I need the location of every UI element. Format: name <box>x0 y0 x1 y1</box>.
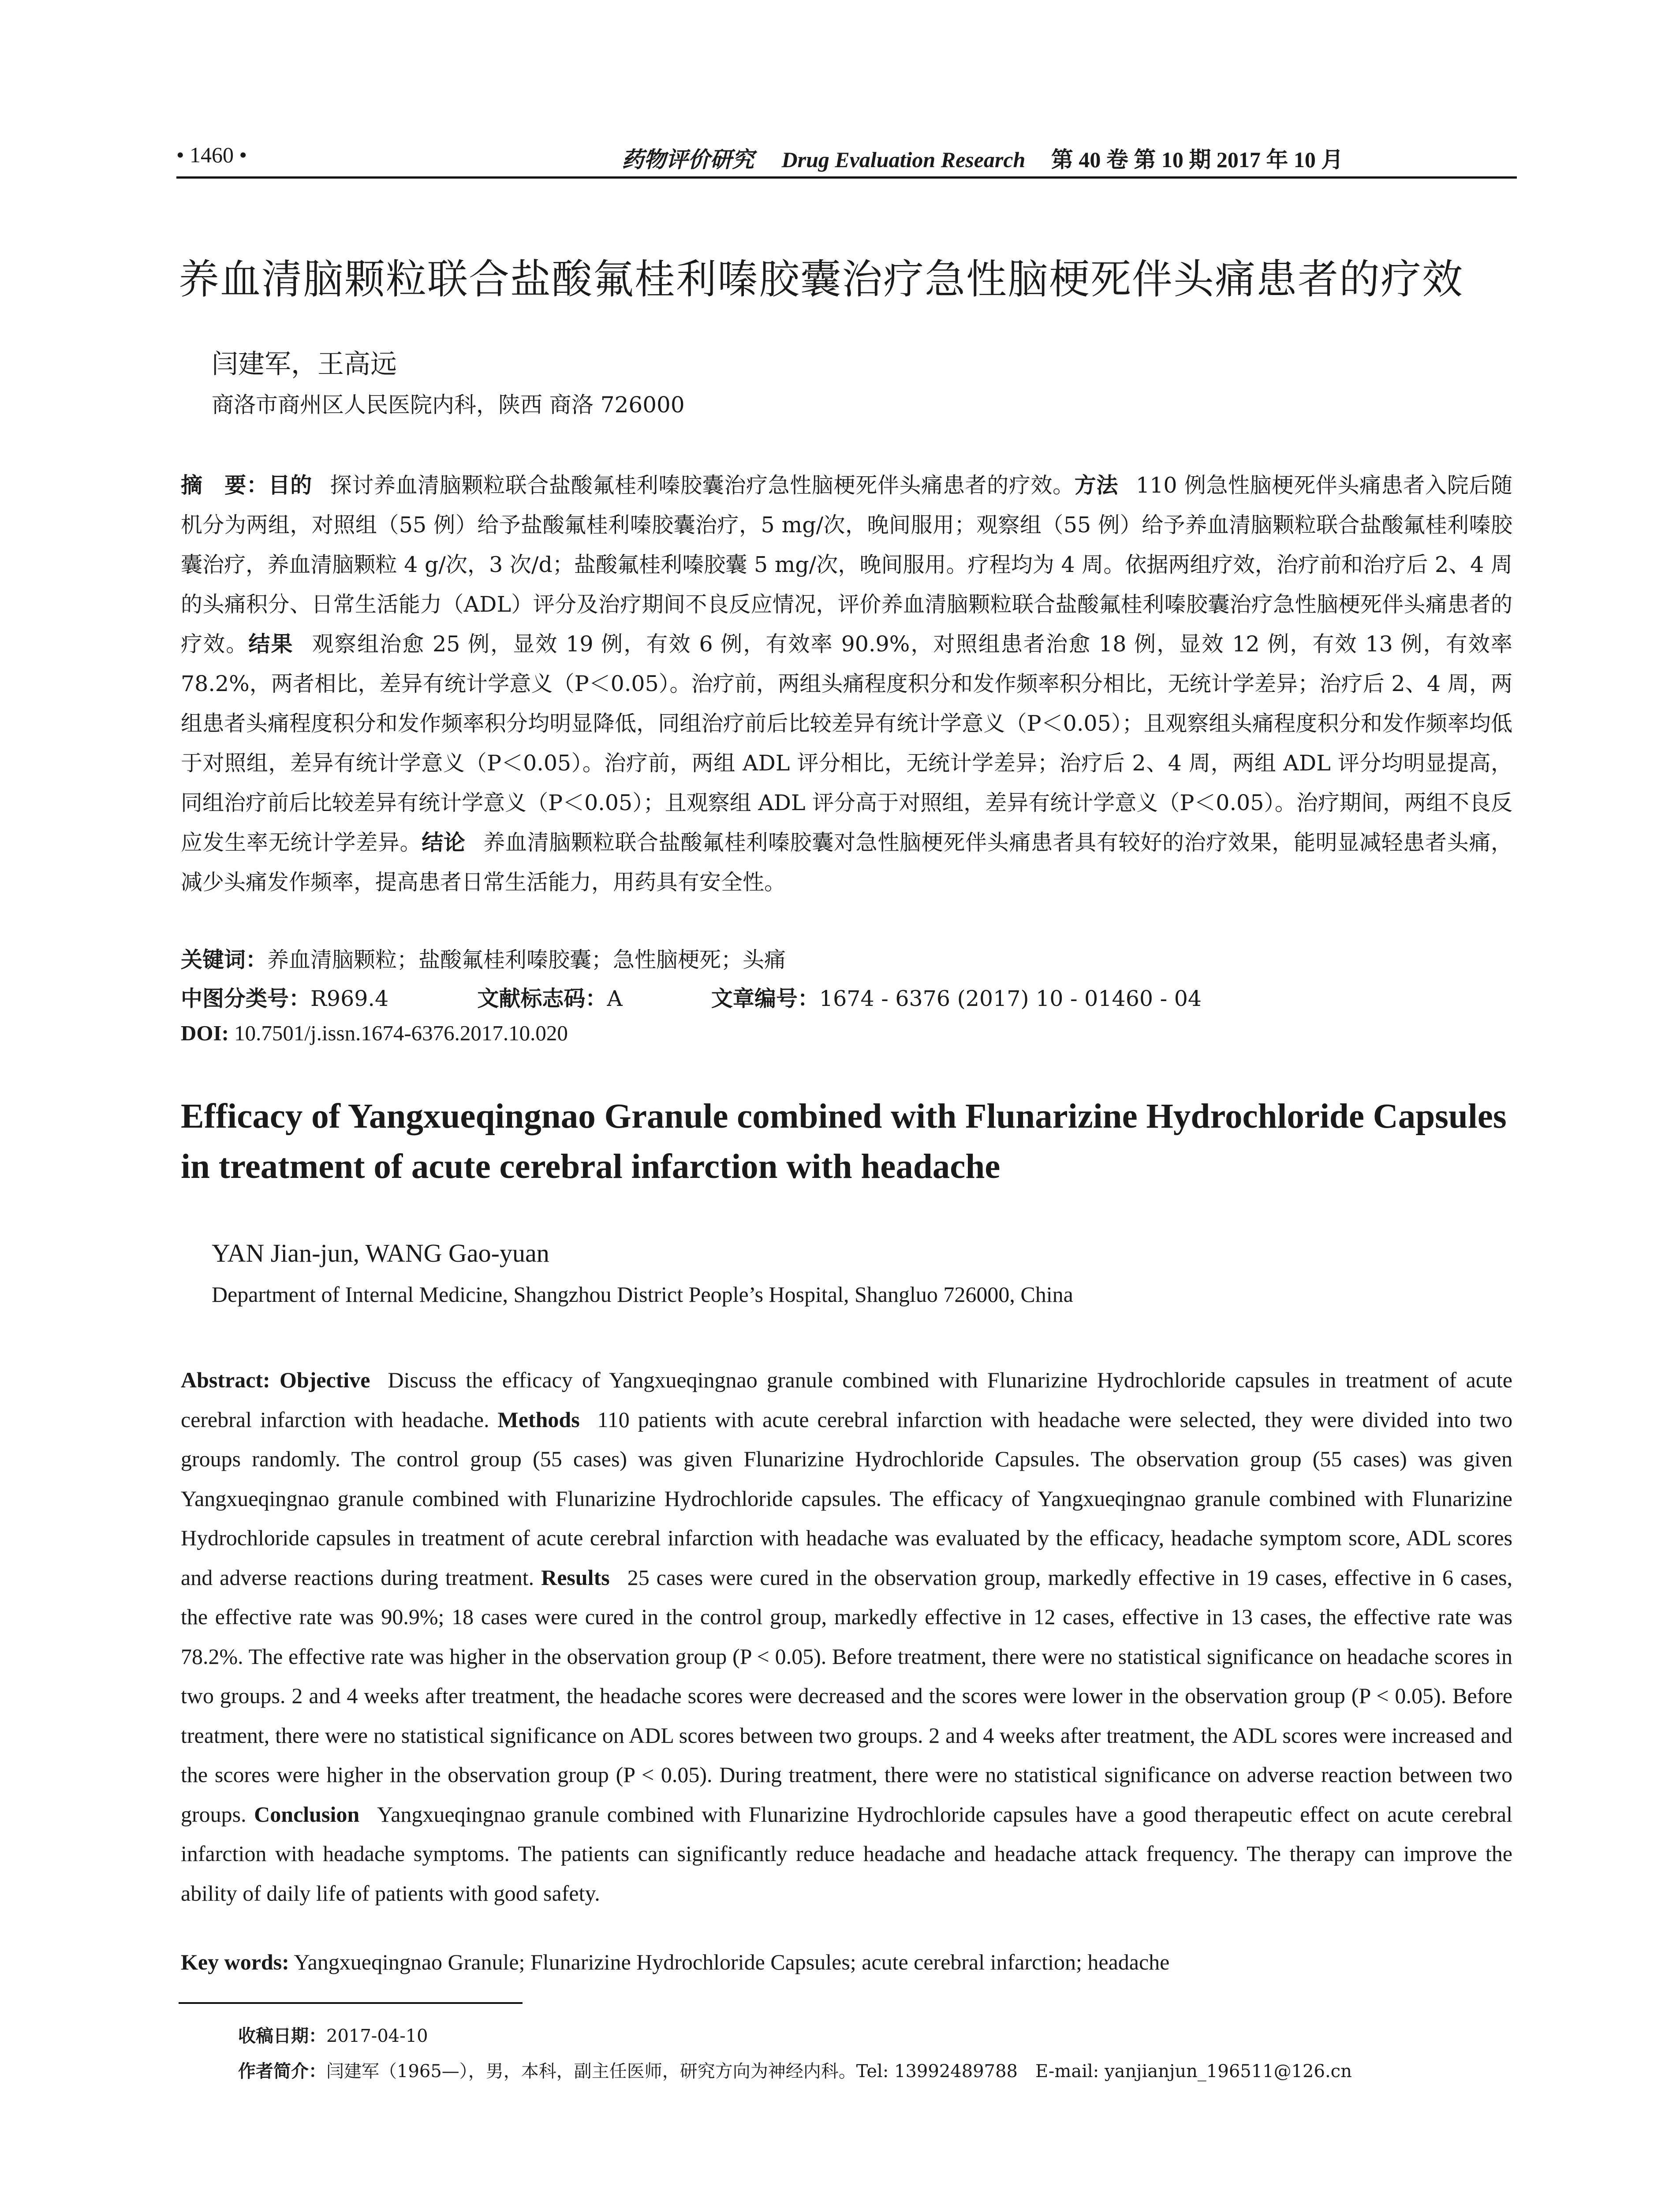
methods-label-cn: 方法 <box>1074 473 1119 498</box>
doc-code-label: 文献标志码： <box>477 986 607 1011</box>
keywords-en <box>181 1949 1169 1975</box>
footnote-rule <box>179 2002 523 2004</box>
results-text-en: 25 cases were cured in the observation group, markedly effective in 19 cases, effective in 6 cases, the effective rate was 90.9%; 18 cases were cured in the control group, markedly effective in 12 cases, effective in 13 cases, the effective rate was 78.2%. The effective rate was higher in the observation group (P < 0.05). Before treatment, there were no statistical significance on headache scores in two groups. 2 and 4 weeks after treatment, the headache scores were decreased and the scores were lower in the observation group (P < 0.05). Before treatment, there were no statistical significance on ADL scores between two groups. 2 and 4 weeks after treatment, the ADL scores were increased and the scores were higher in the observation group (P < 0.05). During treatment, there were no statistical significance on adverse reaction between two groups. <box>181 1565 1512 1827</box>
doi-value: 10.7501/j.issn.1674-6376.2017.10.020 <box>234 1021 568 1045</box>
doc-code-value: A <box>607 986 623 1011</box>
bio-text: 闫建军（1965—），男，本科，副主任医师，研究方向为神经内科。Tel: 13992489788 E-mail: yanjianjun_196511@126.cn <box>326 2061 1352 2082</box>
author-bio <box>238 2057 1352 2082</box>
keywords-text-en: Yangxueqingnao Granule; Flunarizine Hydrochloride Capsules; acute cerebral infarction; headache <box>294 1950 1170 1974</box>
running-header <box>176 140 1517 176</box>
conclusion-text-en: Yangxueqingnao granule combined with Flunarizine Hydrochloride capsules have a good therapeutic effect on acute cerebral infarction with headache symptoms. The patients can significantly reduce headache and headache attack frequency. The therapy can improve the ability of daily life of patients with good safety. <box>181 1801 1513 1906</box>
keywords-text-cn: 养血清脑颗粒；盐酸氟桂利嗪胶囊；急性脑梗死；头痛 <box>267 947 786 972</box>
clc-value: R969.4 <box>310 986 389 1011</box>
page-number: • 1460 • <box>176 142 247 167</box>
keywords-cn <box>181 943 786 974</box>
classification-line <box>181 982 1202 1013</box>
objective-text-en: Discuss the efficacy of Yangxueqingnao granule combined with Flunarizine Hydrochloride capsules in treatment of acute cerebral infarction with headache. <box>181 1368 1513 1432</box>
received-date <box>238 2022 428 2047</box>
article-no-label: 文章编号： <box>711 986 819 1011</box>
results-text-cn: 观察组治愈 25 例，显效 19 例，有效 6 例，有效率 90.9%，对照组患者治愈 18 例，显效 12 例，有效 13 例，有效率 78.2%，两者相比，差异有统计学意义（P＜0.05）。治疗前，两组头痛程度积分和发作频率积分相比，无统计学差异；治疗后 2、4 周，两组患者头痛程度积分和发作频率积分均明显降低，同组治疗前后比较差异有统计学意义（P＜0.05）；且观察组头痛程度积分和发作频率均低于对照组，差异有统计学意义（P＜0.05）。治疗前，两组 ADL 评分相比，无统计学差异；治疗后 2、4 周，两组 ADL 评分均明显提高，同组治疗前后比较差异有统计学意义（P＜0.05）；且观察组 ADL 评分高于对照组，差异有统计学意义（P＜0.05）。治疗期间，两组不良反应发生率无统计学差异。 <box>181 632 1512 855</box>
abstract-label-cn: 摘 要： <box>181 473 269 498</box>
received-value: 2017-04-10 <box>326 2026 428 2046</box>
conclusion-label-en: Conclusion <box>254 1801 360 1827</box>
abstract-cn <box>181 466 1512 902</box>
authors-en: YAN Jian-jun, WANG Gao-yuan <box>212 1239 549 1267</box>
abstract-label-en: Abstract: <box>181 1368 270 1392</box>
article-no-value: 1674 - 6376 (2017) 10 - 01460 - 04 <box>819 986 1202 1011</box>
abstract-en <box>181 1360 1512 1913</box>
journal-masthead <box>622 142 1343 174</box>
received-label: 收稿日期： <box>238 2026 326 2046</box>
doi-line <box>181 1020 568 1046</box>
journal-name-cn: 药物评价研究 <box>622 147 754 172</box>
methods-text-en: 110 patients with acute cerebral infarction with headache were selected, they were divided into two groups randomly. The control group (55 cases) was given Flunarizine Hydrochloride Capsules. The observation group (55 cases) was given Yangxueqingnao granule combined with Flunarizine Hydrochloride capsules. The efficacy of Yangxueqingnao granule combined with Flunarizine Hydrochloride capsules in treatment of acute cerebral infarction with headache was evaluated by the efficacy, headache symptom score, ADL scores and adverse reactions during treatment. <box>181 1407 1512 1590</box>
conclusion-label-cn: 结论 <box>422 830 466 855</box>
bio-label: 作者简介： <box>238 2061 326 2082</box>
affiliation-cn: 商洛市商州区人民医院内科，陕西 商洛 726000 <box>212 392 685 418</box>
affiliation-en: Department of Internal Medicine, Shangzhou District People’s Hospital, Shangluo 726000, China <box>212 1282 1073 1307</box>
article-title-en: Efficacy of Yangxueqingnao Granule combined with Flunarizine Hydrochloride Capsules in treatment of acute cerebral infarction with headache <box>181 1097 1507 1186</box>
header-rule <box>176 176 1517 179</box>
objective-label-cn: 目的 <box>268 473 312 498</box>
objective-text-cn: 探讨养血清脑颗粒联合盐酸氟桂利嗪胶囊治疗急性脑梗死伴头痛患者的疗效。 <box>329 473 1075 498</box>
objective-label-en: Objective <box>280 1368 370 1392</box>
methods-label-en: Methods <box>497 1407 580 1432</box>
results-label-en: Results <box>541 1565 610 1590</box>
keywords-label-en: Key words: <box>181 1950 289 1974</box>
article-title-cn: 养血清脑颗粒联合盐酸氟桂利嗪胶囊治疗急性脑梗死伴头痛患者的疗效 <box>179 256 1464 303</box>
conclusion-text-cn: 养血清脑颗粒联合盐酸氟桂利嗪胶囊对急性脑梗死伴头痛患者具有较好的治疗效果，能明显减轻患者头痛，减少头痛发作频率，提高患者日常生活能力，用药具有安全性。 <box>181 830 1512 895</box>
results-label-cn: 结果 <box>248 632 294 657</box>
issue-info: 第 40 卷 第 10 期 2017 年 10 月 <box>1051 147 1344 172</box>
methods-text-cn: 110 例急性脑梗死伴头痛患者入院后随机分为两组，对照组（55 例）给予盐酸氟桂利嗪胶囊治疗，5 mg/次，晚间服用；观察组（55 例）给予养血清脑颗粒联合盐酸氟桂利嗪胶囊治疗，养血清脑颗粒 4 g/次，3 次/d；盐酸氟桂利嗪胶囊 5 mg/次，晚间服用。疗程均为 4 周。依据两组疗效，治疗前和治疗后 2、4 周的头痛积分、日常生活能力（ADL）评分及治疗期间不良反应情况，评价养血清脑颗粒联合盐酸氟桂利嗪胶囊治疗急性脑梗死伴头痛患者的疗效。 <box>181 473 1512 657</box>
journal-name-en: Drug Evaluation Research <box>781 147 1026 172</box>
authors-cn: 闫建军，王高远 <box>212 349 397 380</box>
doi-label: DOI: <box>181 1021 229 1045</box>
keywords-label-cn: 关键词： <box>181 947 268 972</box>
clc-label: 中图分类号： <box>181 986 311 1011</box>
